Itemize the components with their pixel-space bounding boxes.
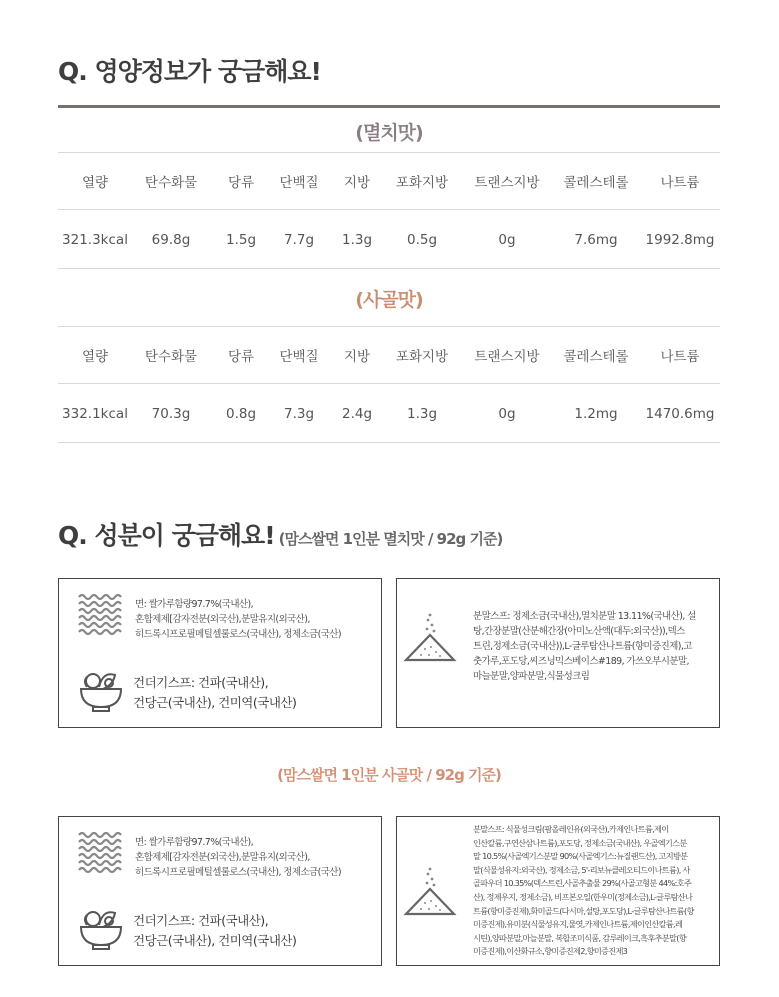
- noodle-icon: [77, 829, 125, 877]
- powder-pile-icon: [403, 865, 457, 917]
- title-divider: [58, 105, 720, 108]
- value-cell: 69.8g: [151, 231, 191, 248]
- header-cell: 탄수화물: [144, 349, 198, 365]
- ingredients-title-text: Q. 성분이 궁금해요!: [58, 521, 275, 550]
- value-cell: 2.4g: [341, 405, 373, 422]
- header-cell: 당류: [227, 349, 255, 365]
- noodle-ingredients: [135, 597, 341, 642]
- header-cell: 열량: [81, 349, 109, 365]
- header-cell: 지방: [343, 349, 371, 365]
- value-cell: 70.3g: [151, 405, 191, 422]
- header-cell: 당류: [227, 175, 255, 191]
- noodle-ingredients: [135, 835, 341, 880]
- text-line: 트린,정제소금(국내산)),L-글루탐산나트륨(향미증진제),고: [473, 641, 692, 652]
- noodle-icon: [77, 591, 125, 639]
- value-cell: 1992.8mg: [645, 231, 715, 248]
- value-cell: 0.8g: [225, 405, 257, 422]
- bone-value-row: [58, 385, 720, 443]
- header-cell: 탄수화물: [144, 175, 198, 191]
- anchovy-powder-box: [396, 578, 720, 728]
- header-cell: 트랜스지방: [474, 175, 540, 191]
- text-line: 혼합제제[감자전분(외국산),분말유지(외국산),: [135, 852, 310, 863]
- value-cell: 1.2mg: [574, 405, 618, 422]
- text-line: 미증진제),이산화규소,향미증진제2,향미증진제3: [473, 946, 628, 957]
- text-line: 면: 쌀가루함량97.7%(국내산),: [135, 837, 254, 848]
- powder-ingredients: [473, 823, 694, 959]
- powder-ingredients: [473, 609, 696, 684]
- text-line: 건더기스프: 건파(국내산),: [133, 913, 269, 928]
- bone-powder-box: [396, 816, 720, 966]
- anchovy-value-row: [58, 211, 720, 269]
- value-cell: 321.3kcal: [62, 231, 128, 248]
- header-cell: 나트륨: [660, 349, 700, 365]
- header-cell: 트랜스지방: [474, 349, 540, 365]
- header-cell: 포화지방: [395, 175, 449, 191]
- text-line: 면: 쌀가루함량97.7%(국내산),: [135, 599, 254, 610]
- text-line: 말(식물성유지:외국산), 정제소금, 5'-리보뉴클레오티드이나트륨), 사: [473, 864, 690, 875]
- header-cell: 단백질: [279, 175, 319, 191]
- text-line: 마늘분말,양파분말,식물성크림: [473, 671, 590, 682]
- value-cell: 1470.6mg: [645, 405, 715, 422]
- header-cell: 나트륨: [660, 175, 700, 191]
- value-cell: 0.5g: [406, 231, 438, 248]
- garnish-ingredients: [133, 673, 296, 713]
- text-line: 히드록시프로필메틸셀룰로스(국내산), 정제소금(국산): [135, 629, 341, 640]
- text-line: 탕,간장분말(산분해간장(아미노산액(대두:외국산)),덱스: [473, 626, 685, 637]
- value-cell: 7.7g: [283, 231, 315, 248]
- header-cell: 지방: [343, 175, 371, 191]
- text-line: 건당근(국내산), 건미역(국내산): [133, 695, 297, 710]
- ingredients-title: [58, 516, 502, 552]
- header-cell: 콜레스테롤: [563, 349, 629, 365]
- value-cell: 0g: [498, 405, 516, 422]
- text-line: 미증진제),유미분(식물성유지,물엿,카제인나트륨,제이인산칼륨,레: [473, 919, 683, 930]
- text-line: 건더기스프: 건파(국내산),: [133, 675, 269, 690]
- ingredients-subtitle-anchovy: (맘스쌀면 1인분 멸치맛 / 92g 기준): [278, 530, 503, 548]
- value-cell: 7.3g: [283, 405, 315, 422]
- anchovy-flavor-label: (멸치맛): [355, 122, 423, 144]
- text-line: 혼합제제[감자전분(외국산),분말유지(외국산),: [135, 614, 310, 625]
- salad-bowl-icon: [77, 905, 125, 951]
- value-cell: 1.3g: [406, 405, 438, 422]
- text-line: 인산칼륨,구연산삼나트륨),포도당, 정제소금(국내산), 우골엑기스분: [473, 837, 687, 848]
- text-line: 산), 정제우지, 정제소금), 비프본오일(한우미(정제소금),L-글루탐산나: [473, 891, 693, 902]
- value-cell: 332.1kcal: [62, 405, 128, 422]
- nutrition-title: [58, 52, 321, 88]
- header-cell: 열량: [81, 175, 109, 191]
- text-line: 히드록시프로필메틸셀룰로스(국내산), 정제소금(국산): [135, 867, 341, 878]
- garnish-ingredients: [133, 911, 296, 951]
- header-cell: 포화지방: [395, 349, 449, 365]
- bone-header-row: [58, 326, 720, 384]
- bone-flavor-label: (사골맛): [355, 289, 423, 311]
- header-cell: 콜레스테롤: [563, 175, 629, 191]
- ingredients-subtitle-bone: (맘스쌀면 1인분 사골맛 / 92g 기준): [277, 766, 501, 784]
- text-line: 트륨(향미증진제),화미골드(다시마,설탕,포도당),L-글루탐산나트륨(향: [473, 905, 694, 916]
- anchovy-header-row: [58, 152, 720, 210]
- header-cell: 단백질: [279, 349, 319, 365]
- text-line: 말 10.5%(사골엑기스분말 90%(사골엑기스:뉴질랜드산), 고지방분: [473, 851, 688, 862]
- text-line: 골파우더 10.35%(덱스트린,사골추출물 29%(사골고형분 44%:호주: [473, 878, 692, 889]
- value-cell: 0g: [498, 231, 516, 248]
- text-line: 분말스프: 정제소금(국내산),멸치분말 13.11%(국내산), 설: [473, 611, 696, 622]
- anchovy-noodle-box: [58, 578, 382, 728]
- text-line: 건당근(국내산), 건미역(국내산): [133, 933, 297, 948]
- salad-bowl-icon: [77, 667, 125, 713]
- value-cell: 1.3g: [341, 231, 373, 248]
- value-cell: 7.6mg: [574, 231, 618, 248]
- text-line: 분말스프: 식물성크림(팜올레인유(외국산),카제인나트륨,제이: [473, 824, 669, 834]
- powder-pile-icon: [403, 611, 457, 663]
- bone-noodle-box: [58, 816, 382, 966]
- text-line: 춧가루,포도당,씨즈닝믹스베이스#189, 가쓰오부시분말,: [473, 656, 689, 667]
- value-cell: 1.5g: [225, 231, 257, 248]
- nutrition-title-text: Q. 영양정보가 궁금해요!: [58, 57, 321, 86]
- text-line: 시틴),양파분말,마늘분말, 복합조미식품, 감루레이크,흑후추분말(향: [473, 932, 686, 943]
